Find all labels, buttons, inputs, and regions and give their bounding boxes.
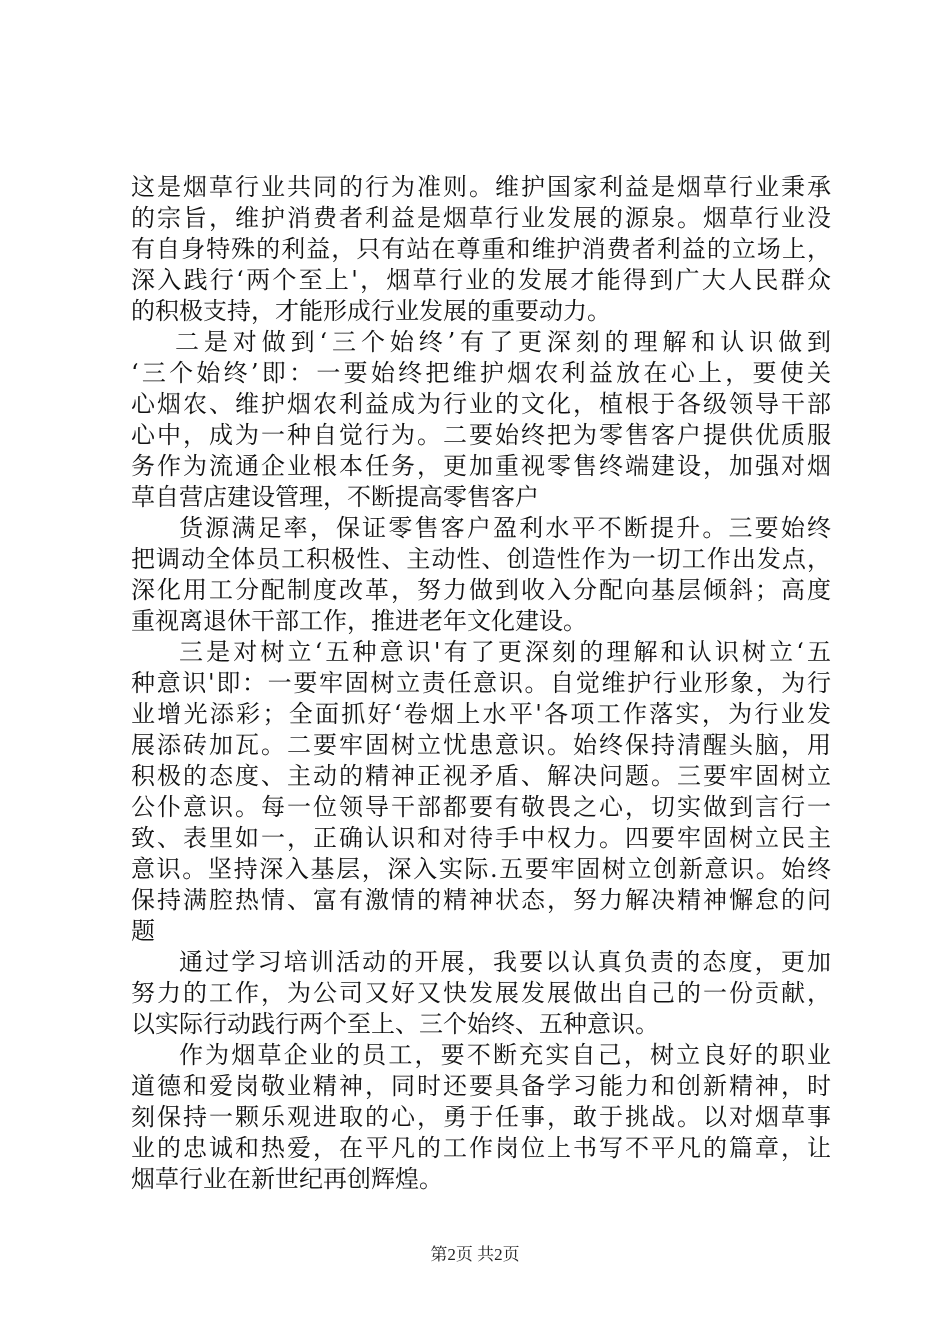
text-line: 公仆意识。每一位领导干部都要有敬畏之心，切实做到言行一 — [131, 793, 831, 821]
text-line: 业的忠诚和热爱，在平凡的工作岗位上书写不平凡的篇章，让 — [131, 1134, 831, 1162]
text-line: 致、表里如一，正确认识和对待手中权力。四要牢固树立民主 — [131, 824, 831, 852]
page-footer: 第2页 共2页 — [430, 1245, 520, 1264]
text-line: 草自营店建设管理，不断提高零售客户 — [131, 483, 539, 511]
text-line: 通过学习培训活动的开展，我要以认真负责的态度，更加 — [179, 948, 831, 976]
text-line: ‘三个始终’即：一要始终把维护烟农利益放在心上，要使关 — [131, 359, 831, 387]
text-line: 三是对树立‘五种意识'有了更深刻的理解和认识树立‘五 — [179, 638, 831, 666]
text-line: 二是对做到‘三个始终’有了更深刻的理解和认识做到 — [175, 328, 831, 356]
text-line: 心中，成为一种自觉行为。二要始终把为零售客户提供优质服 — [131, 421, 831, 449]
text-line: 业增光添彩；全面抓好‘卷烟上水平'各项工作落实，为行业发 — [131, 700, 831, 728]
text-line: 展添砖加瓦。二要牢固树立忧患意识。始终保持清醒头脑，用 — [131, 731, 831, 759]
text-line: 务作为流通企业根本任务，更加重视零售终端建设，加强对烟 — [131, 452, 831, 480]
text-line: 保持满腔热情、富有激情的精神状态，努力解决精神懈怠的问 — [131, 886, 831, 914]
text-line: 刻保持一颗乐观进取的心，勇于任事，敢于挑战。以对烟草事 — [131, 1103, 831, 1131]
text-line: 以实际行动践行两个至上、三个始终、五种意识。 — [131, 1010, 659, 1038]
text-line: 的宗旨，维护消费者利益是烟草行业发展的源泉。烟草行业没 — [131, 204, 831, 232]
document-body — [131, 172, 831, 1195]
text-line: 有自身特殊的利益，只有站在尊重和维护消费者利益的立场上， — [131, 235, 831, 263]
text-line: 作为烟草企业的员工，要不断充实自己，树立良好的职业 — [179, 1041, 831, 1069]
text-line: 的积极支持，才能形成行业发展的重要动力。 — [131, 297, 611, 325]
text-line: 道德和爱岗敬业精神，同时还要具备学习能力和创新精神，时 — [131, 1072, 831, 1100]
text-line: 这是烟草行业共同的行为准则。维护国家利益是烟草行业秉承 — [131, 173, 831, 201]
text-line: 深入践行‘两个至上'，烟草行业的发展才能得到广大人民群众 — [131, 266, 831, 294]
text-line: 重视离退休干部工作，推进老年文化建设。 — [131, 607, 587, 635]
text-line: 种意识'即：一要牢固树立责任意识。自觉维护行业形象，为行 — [131, 669, 831, 697]
text-line: 题 — [131, 917, 155, 945]
text-line: 把调动全体员工积极性、主动性、创造性作为一切工作出发点， — [131, 545, 831, 573]
text-line: 深化用工分配制度改革，努力做到收入分配向基层倾斜；高度 — [131, 576, 831, 604]
text-line: 货源满足率，保证零售客户盈利水平不断提升。三要始终 — [179, 514, 831, 542]
text-line: 积极的态度、主动的精神正视矛盾、解决问题。三要牢固树立 — [131, 762, 831, 790]
text-line: 烟草行业在新世纪再创辉煌。 — [131, 1165, 443, 1193]
text-line: 意识。坚持深入基层，深入实际.五要牢固树立创新意识。始终 — [131, 855, 831, 883]
text-line: 努力的工作，为公司又好又快发展发展做出自己的一份贡献， — [131, 979, 831, 1007]
text-line: 心烟农、维护烟农利益成为行业的文化，植根于各级领导干部 — [131, 390, 831, 418]
